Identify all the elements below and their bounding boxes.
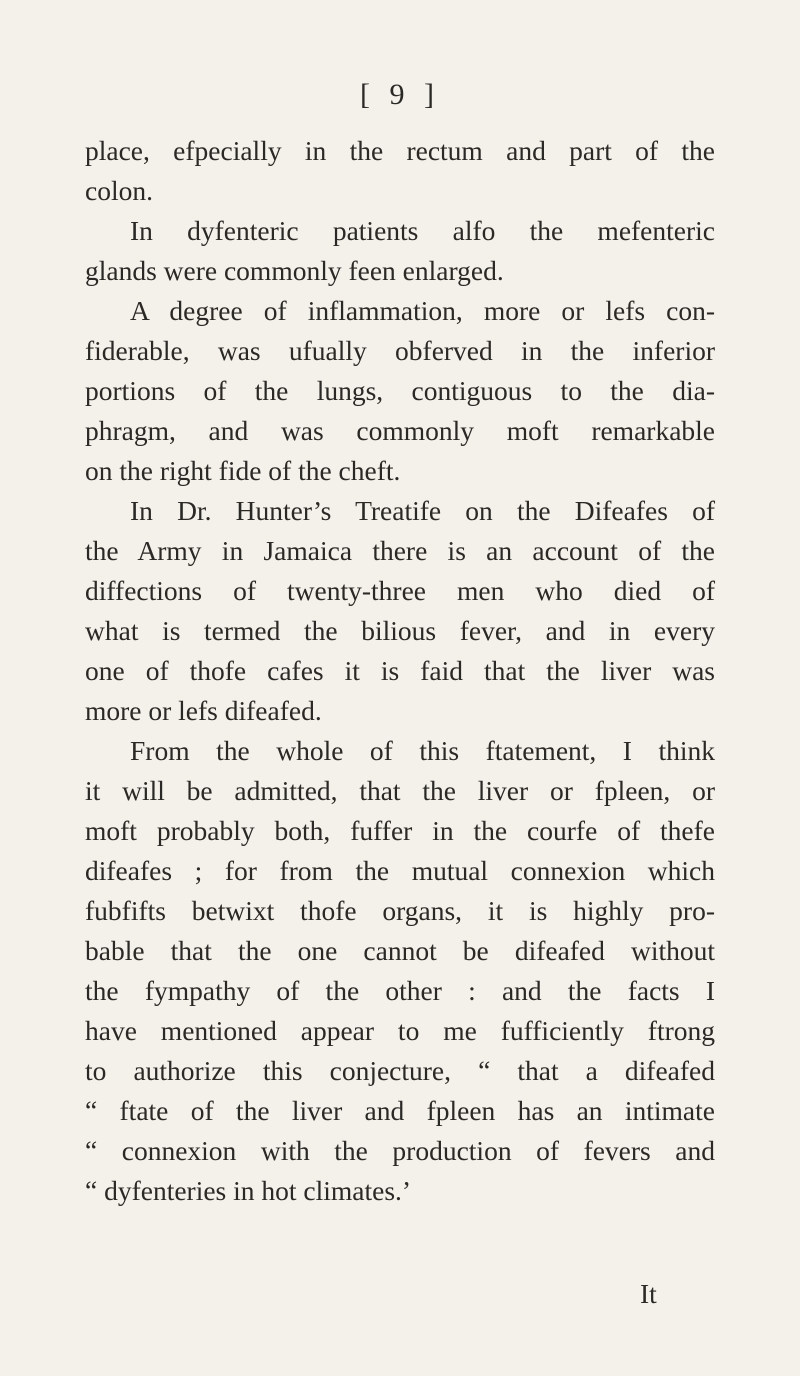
text-line: A degree of inflammation, more or lefs con-	[130, 295, 715, 326]
text-line: diffections of twenty-three men who died of	[85, 575, 715, 606]
text-line: on the right fide of the cheft.	[85, 455, 401, 486]
text-line: In Dr. Hunter’s Treatife on the Difeafes of	[130, 495, 715, 526]
text-line: fiderable, was ufually obferved in the inferior	[85, 335, 715, 366]
text-line: have mentioned appear to me fufficiently ftrong	[85, 1015, 715, 1046]
page-number: [ 9 ]	[360, 78, 440, 111]
catchword: It	[640, 1278, 657, 1309]
text-line: glands were commonly feen enlarged.	[85, 255, 504, 286]
text-line: to authorize this conjecture, “ that a difeafed	[85, 1055, 715, 1086]
text-line: fubfifts betwixt thofe organs, it is highly pro-	[85, 895, 715, 926]
text-line: “ ftate of the liver and fpleen has an intimate	[85, 1095, 715, 1126]
text-line: phragm, and was commonly moft remarkable	[85, 415, 715, 446]
text-line: more or lefs difeafed.	[85, 695, 322, 726]
text-line: From the whole of this ftatement, I think	[130, 735, 715, 766]
text-line: the fympathy of the other : and the facts I	[85, 975, 715, 1006]
text-line: what is termed the bilious fever, and in every	[85, 615, 715, 646]
text-line: “ dyfenteries in hot climates.’	[85, 1175, 412, 1206]
text-line: the Army in Jamaica there is an account of the	[85, 535, 715, 566]
text-line: difeafes ; for from the mutual connexion which	[85, 855, 715, 886]
text-line: one of thofe cafes it is faid that the liver was	[85, 655, 715, 686]
text-line: place, efpecially in the rectum and part of the	[85, 135, 715, 166]
text-line: “ connexion with the production of fevers and	[85, 1135, 715, 1166]
text-line: portions of the lungs, contiguous to the dia-	[85, 375, 715, 406]
text-line: colon.	[85, 175, 153, 206]
text-line: bable that the one cannot be difeafed without	[85, 935, 715, 966]
text-line: moft probably both, fuffer in the courfe of thefe	[85, 815, 715, 846]
text-line: it will be admitted, that the liver or fpleen, or	[85, 775, 715, 806]
text-line: In dyfenteric patients alfo the mefenteric	[130, 215, 715, 246]
